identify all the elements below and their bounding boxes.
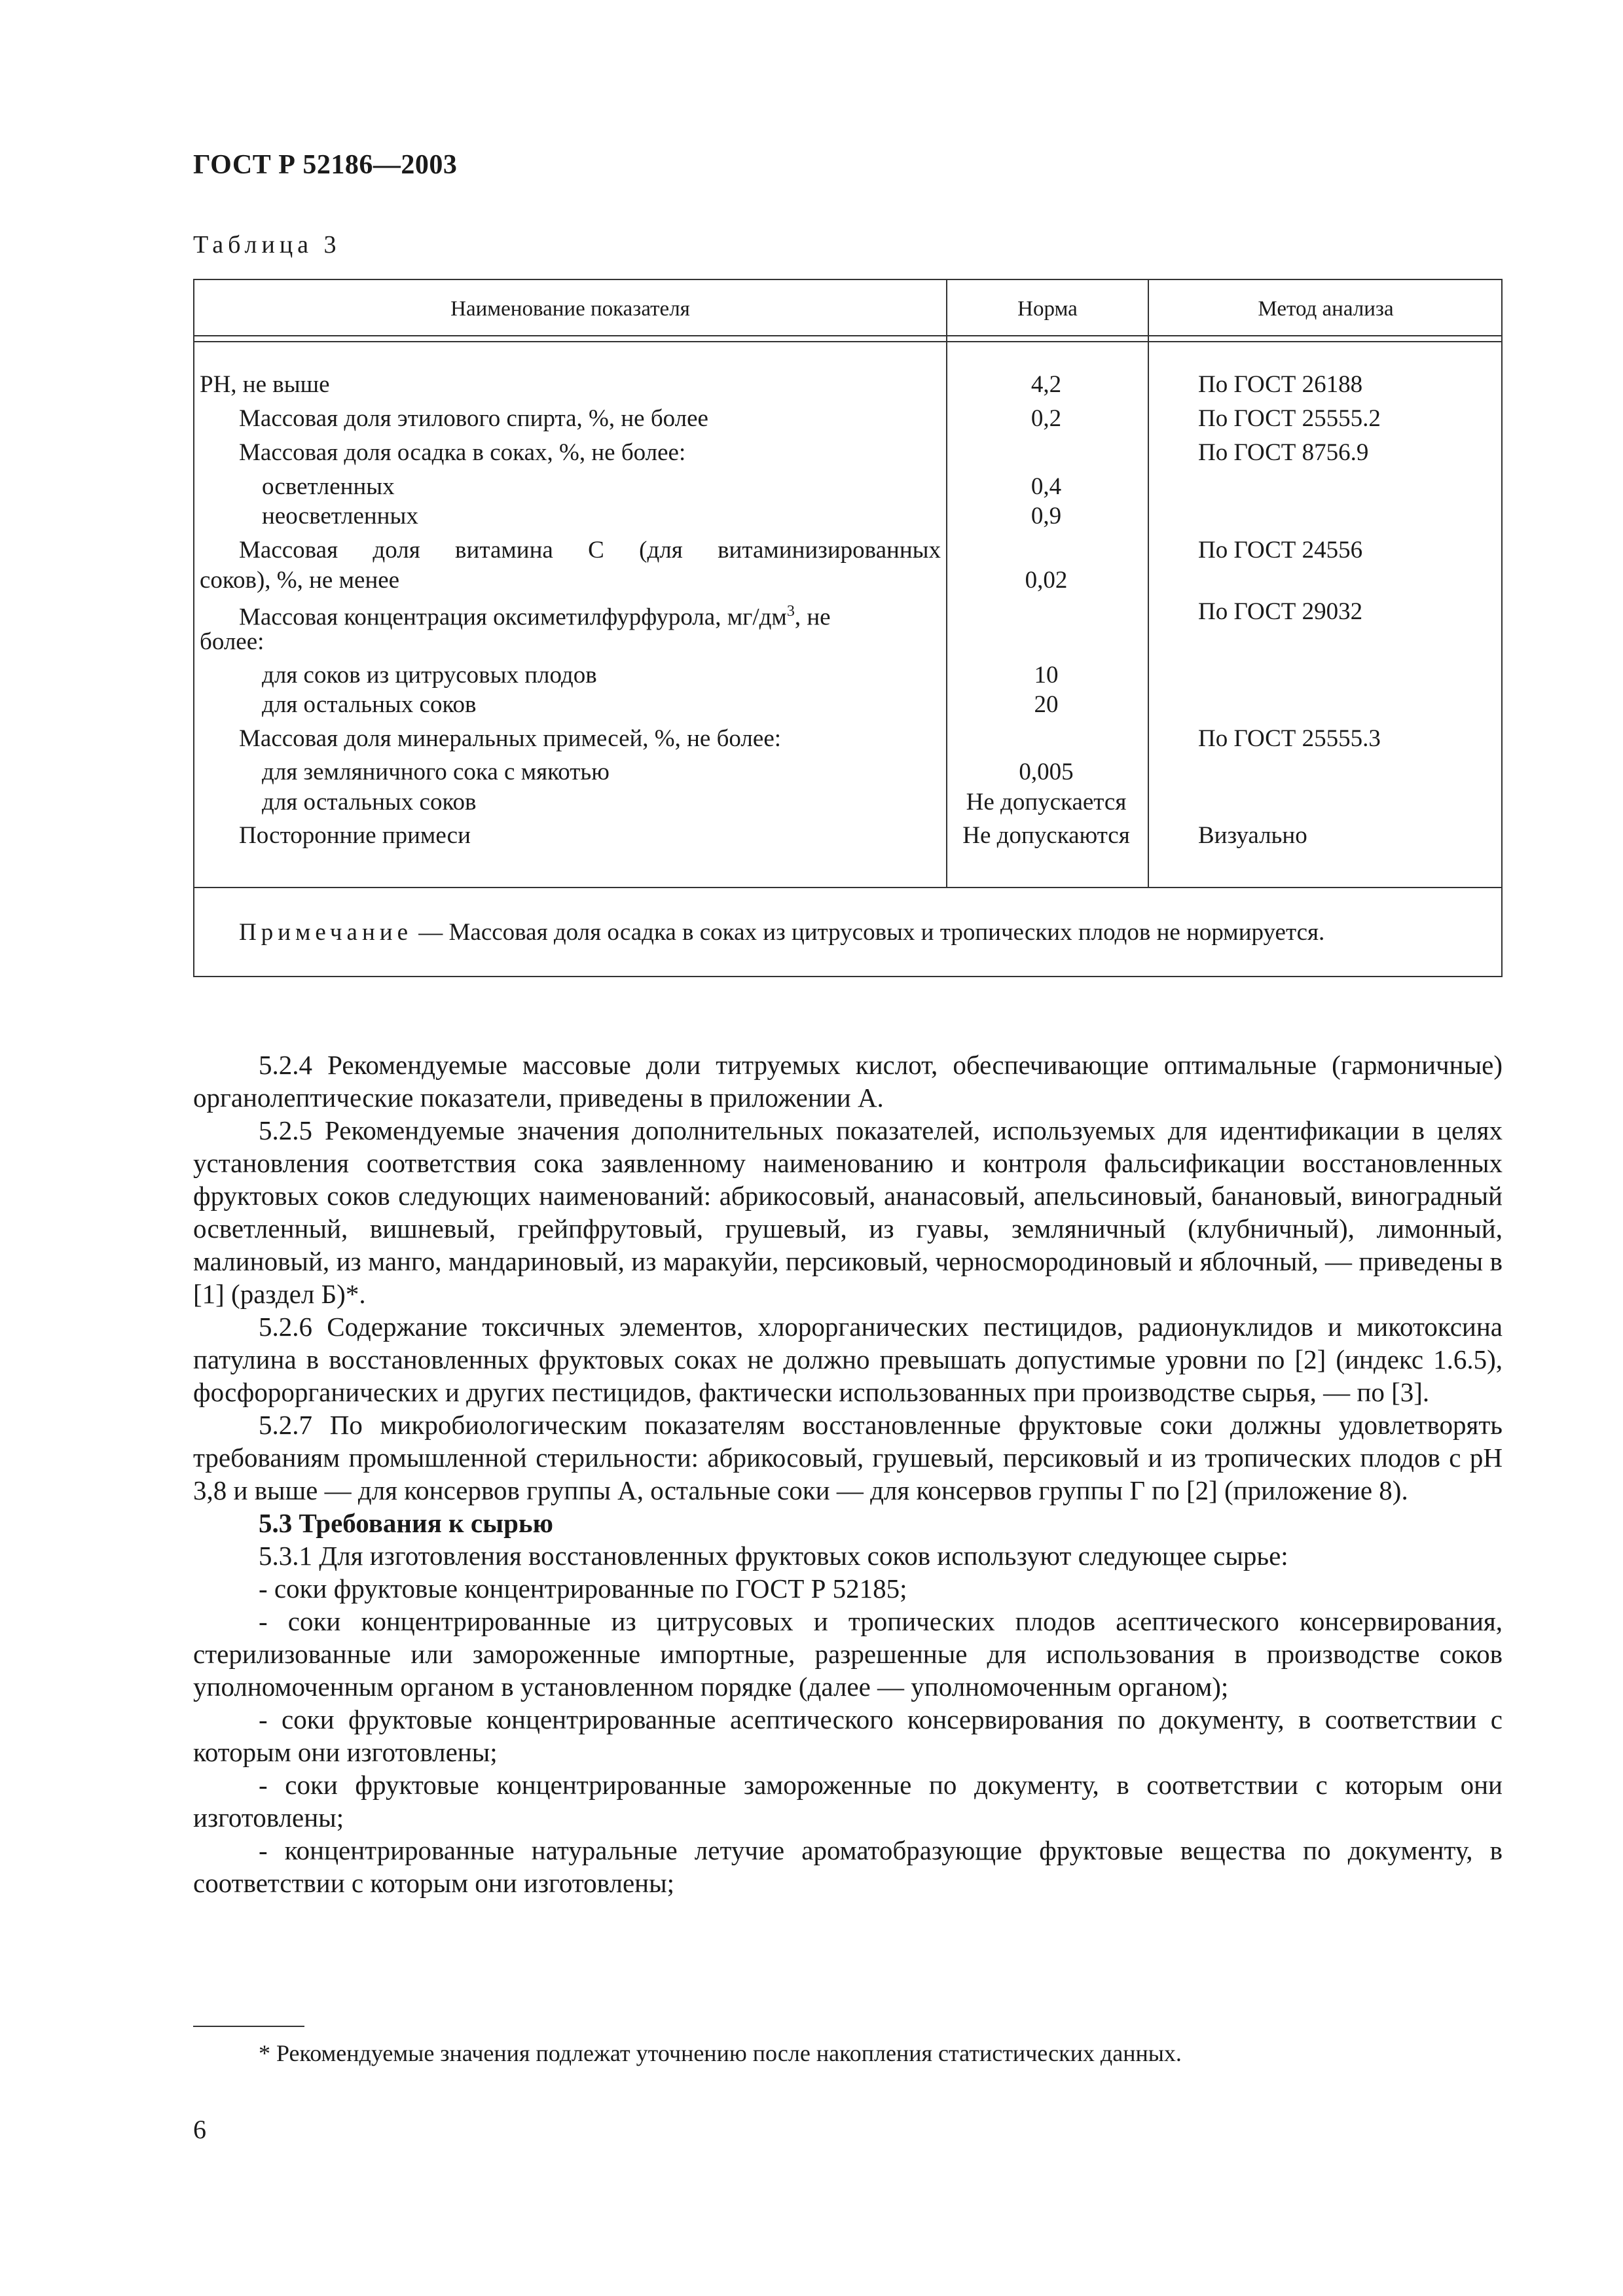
footnote-separator xyxy=(193,2026,304,2027)
superscript: 3 xyxy=(786,603,795,620)
table-cell-method: По ГОСТ 29032 xyxy=(1198,598,1363,625)
paragraph-5-2-6: 5.2.6 Содержание токсичных элементов, хлорорганических пестицидов, радионуклидов и микотоксина патулина в восстановленных фруктовых соках не должно превышать допустимые уровни по [2] (индекс 1.6.5), фосфорорганических и других пестицидов, фактически использованных при производстве сырья, — по [3]. xyxy=(193,1312,1503,1407)
table-cell-norm: 0,02 xyxy=(1025,567,1068,594)
table-cell-name: Массовая доля осадка в соках, %, не более: xyxy=(239,439,686,466)
table-divider xyxy=(194,341,1501,342)
column-header-name: Наименование показателя xyxy=(450,297,690,321)
table-cell-name: соков), %, не менее xyxy=(200,567,400,594)
column-header-norm: Норма xyxy=(1017,297,1078,321)
table-cell-name: Массовая доля минеральных примесей, %, не более: xyxy=(239,725,782,752)
table-caption: Таблица 3 xyxy=(193,231,341,259)
table-cell-norm: Не допускается xyxy=(966,789,1127,816)
table-divider xyxy=(946,280,947,888)
section-heading-5-3: 5.3 Требования к сырью xyxy=(259,1508,553,1538)
note-label: Примечание xyxy=(239,919,412,946)
column-header-method: Метод анализа xyxy=(1258,297,1394,321)
list-item: - соки фруктовые концентрированные по ГОСТ Р 52185; xyxy=(259,1573,907,1604)
paragraph-5-2-7: 5.2.7 По микробиологическим показателям восстановленные фруктовые соки должны удовлетворять требованиям промышленной стерильности: абрикосовый, грушевый, персиковый и из тропических плодов с рН 3,8 и выше — для консервов группы А, остальные соки — для консервов группы Г по [2] (приложение 8). xyxy=(193,1410,1503,1505)
table-cell-method: По ГОСТ 26188 xyxy=(1198,371,1363,398)
list-item: - концентрированные натуральные летучие ароматобразующие фруктовые вещества по документу, в соответствии с которым они изготовлены; xyxy=(193,1835,1503,1898)
table-cell-norm: 0,9 xyxy=(1030,503,1062,529)
table-cell-name: Массовая доля витамина С (для витаминизированных xyxy=(239,537,941,564)
list-item: - соки фруктовые концентрированные асептического консервирования по документу, в соответствии с которым они изготовлены; xyxy=(193,1704,1503,1767)
table-cell-name: РН, не выше xyxy=(200,371,330,398)
table-cell-method: Визуально xyxy=(1198,822,1307,849)
table-cell-name: Массовая доля этилового спирта, %, не более xyxy=(239,405,708,432)
table-note xyxy=(239,918,1324,947)
table-cell-norm: 10 xyxy=(1034,662,1059,689)
table-cell-name: осветленных xyxy=(262,473,395,500)
document-header: ГОСТ Р 52186—2003 xyxy=(193,150,458,180)
table-cell-name xyxy=(239,597,831,632)
table-divider xyxy=(1148,280,1149,888)
paragraph-5-3-1: 5.3.1 Для изготовления восстановленных фруктовых соков используют следующее сырье: xyxy=(259,1541,1288,1571)
table-cell-text: , не xyxy=(794,603,831,631)
table-cell-method: По ГОСТ 8756.9 xyxy=(1198,439,1369,466)
table-divider xyxy=(194,335,1501,336)
paragraph-5-2-5: 5.2.5 Рекомендуемые значения дополнительных показателей, используемых для идентификации в целях установления соответствия сока заявленному наименованию и контроля фальсификации восстановленных фруктовых соков следующих наименований: абрикосовый, ананасовый, апельсиновый, банановый, виноградный осветленный, вишневый, грейпфрутовый, грушевый, из гуавы, земляничный (клубничный), лимонный, малиновый, из манго, мандариновый, из маракуйи, персиковый, черносмородиновый и яблочный, — приведены в [1] (раздел Б)*. xyxy=(193,1115,1503,1309)
table-cell-name: неосветленных xyxy=(262,503,418,529)
table-cell-method: По ГОСТ 24556 xyxy=(1198,537,1363,564)
table-cell-norm: 0,4 xyxy=(1030,473,1062,500)
indicators-table xyxy=(193,279,1503,977)
table-divider xyxy=(194,887,1501,888)
list-item: - соки фруктовые концентрированные замороженные по документу, в соответствии с которым они изготовлены; xyxy=(193,1770,1503,1833)
table-cell-name: для соков из цитрусовых плодов xyxy=(262,662,597,689)
table-cell-norm: 0,2 xyxy=(1030,405,1062,432)
note-text: — Массовая доля осадка в соках из цитрусовых и тропических плодов не нормируется. xyxy=(418,919,1325,946)
footnote: * Рекомендуемые значения подлежат уточнению после накопления статистических данных. xyxy=(259,2040,1182,2066)
table-cell-name: для остальных соков xyxy=(262,789,477,816)
table-cell-text: Массовая концентрация оксиметилфурфурола, мг/дм xyxy=(239,603,787,631)
list-item: - соки концентрированные из цитрусовых и тропических плодов асептического консервирования, стерилизованные или замороженные импортные, разрешенные для использования в производстве соков уполномоченным органом в установленном порядке (далее — уполномоченным органом); xyxy=(193,1606,1503,1702)
table-cell-norm: 0,005 xyxy=(1019,759,1074,785)
table-cell-method: По ГОСТ 25555.3 xyxy=(1198,725,1381,752)
table-cell-name: Посторонние примеси xyxy=(239,822,471,849)
table-cell-norm: Не допускаются xyxy=(962,822,1130,849)
table-cell-name: для остальных соков xyxy=(262,691,477,718)
table-cell-norm: 20 xyxy=(1034,691,1059,718)
table-cell-method: По ГОСТ 25555.2 xyxy=(1198,405,1381,432)
table-cell-norm: 4,2 xyxy=(1030,371,1062,398)
page-number: 6 xyxy=(193,2115,206,2144)
body-text xyxy=(193,1049,1503,1899)
paragraph-5-2-4: 5.2.4 Рекомендуемые массовые доли титруемых кислот, обеспечивающие оптимальные (гармоничные) органолептические показатели, приведены в приложении А. xyxy=(193,1050,1503,1113)
table-cell-name: для земляничного сока с мякотью xyxy=(262,759,610,785)
table-cell-name: более: xyxy=(200,628,264,655)
